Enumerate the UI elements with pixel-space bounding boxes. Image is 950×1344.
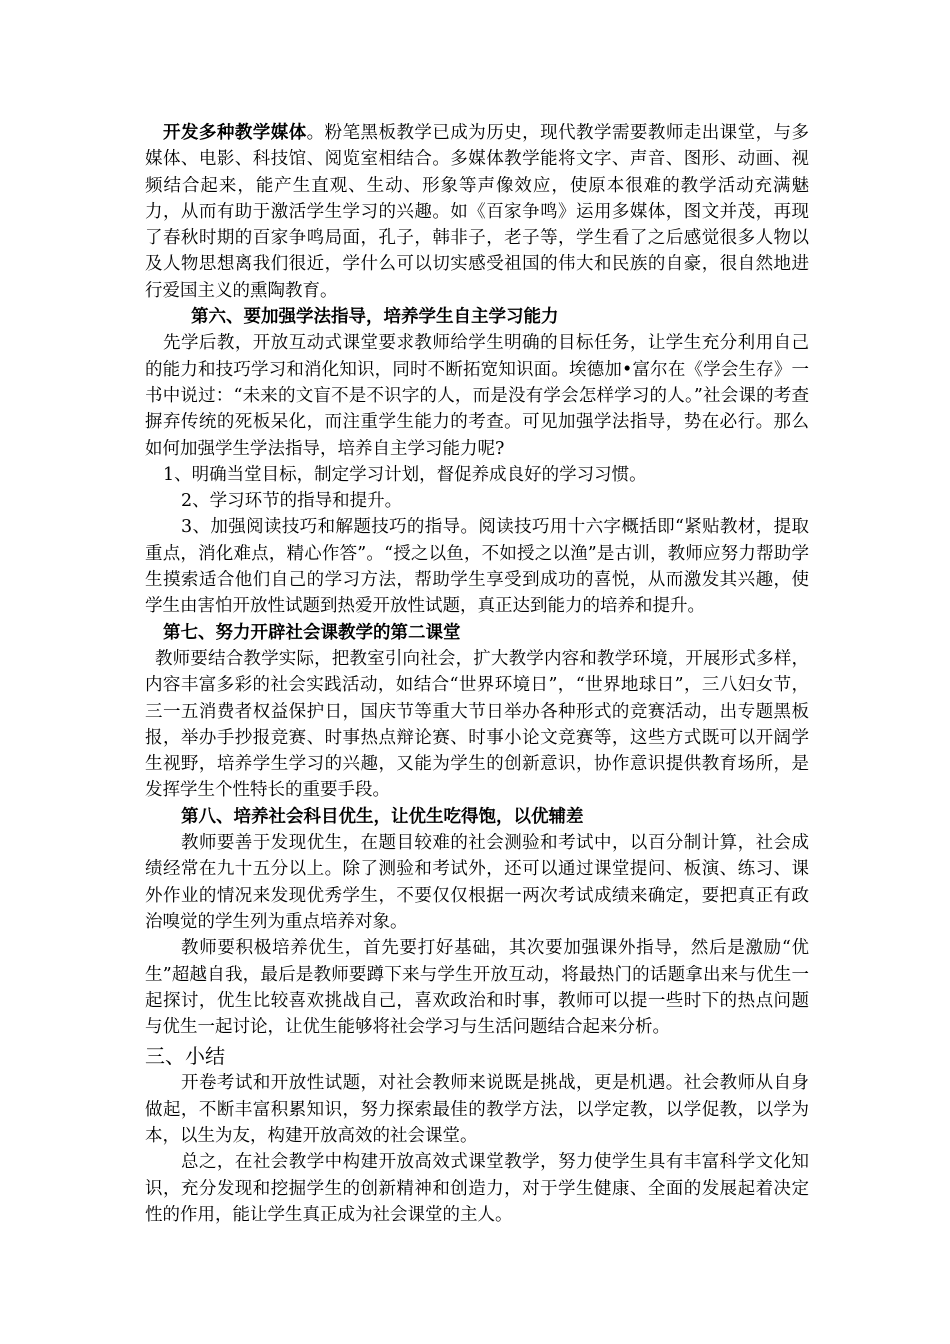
list-item-2: 2、学习环节的指导和提升。: [181, 491, 403, 512]
paragraph-section-7: 教师要结合教学实际，把教室引向社会，扩大教学内容和教学环境，开展形式多样，内容丰富多彩的社会实践活动，如结合“世界环境日”，“世界地球日”，三八妇女节，三一五消费者权益保护日，国庆节等重大节日举办各种形式的竞赛活动，出专题黑板报，举办手抄报竞赛、时事热点辩论赛、时事小论文竞赛等，这些方式既可以开阔学生视野，培养学生学习的兴趣，又能为学生的创新意识，协作意识提供教育场所，是发挥学生个性特长的重要手段。: [145, 648, 809, 801]
list-item-3: 3、加强阅读技巧和解题技巧的指导。阅读技巧用十六字概括即“紧贴教材，提取重点，消化难点，精心作答”。“授之以鱼，不如授之以渔”是古训，教师应努力帮助学生摸索适合他们自己的学习方法，帮助学生享受到成功的喜悦，从而激发其兴趣，使学生由害怕开放性试题到热爱开放性试题，真正达到能力的培养和提升。: [145, 517, 809, 617]
paragraph-lead: 开发多种教学媒体: [163, 123, 307, 143]
paragraph-section-6: 先学后教，开放互动式课堂要求教师给学生明确的目标任务，让学生充分利用自己的能力和技巧学习和消化知识，同时不断拓宽知识面。埃德加•富尔在《学会生存》一书中说过：“未来的文盲不是不识字的人，而是没有学会怎样学习的人。”社会课的考查摒弃传统的死板呆化，而注重学生能力的考查。可见加强学法指导，势在必行。那么如何加强学生学法指导，培养自主学习能力呢?: [145, 333, 809, 459]
section-heading-8: 第八、培养社会科目优生，让优生吃得饱，以优辅差: [181, 806, 584, 827]
list-item-1: 1、明确当堂目标，制定学习计划，督促养成良好的学习习惯。: [163, 464, 647, 485]
paragraph-media: [145, 120, 809, 304]
paragraph-section-8a: 教师要善于发现优生，在题目较难的社会测验和考试中，以百分制计算，社会成绩经常在九十五分以上。除了测验和考试外，还可以通过课堂提问、板演、练习、课外作业的情况来发现优秀学生，不要仅仅根据一两次考试成绩来确定，要把真正有政治嗅觉的学生列为重点培养对象。: [145, 833, 809, 932]
summary-paragraph-2: 总之，在社会教学中构建开放高效式课堂教学，努力使学生具有丰富科学文化知识，充分发现和挖掘学生的创新精神和创造力，对于学生健康、全面的发展起着决定性的作用，能让学生真正成为社会课堂的主人。: [145, 1152, 809, 1225]
summary-paragraph-1: 开卷考试和开放性试题，对社会教师来说既是挑战，更是机遇。社会教师从自身做起，不断丰富积累知识，努力探索最佳的教学方法，以学定教，以学促教，以学为本，以生为友，构建开放高效的社会课堂。: [145, 1073, 809, 1146]
summary-heading: 三、小结: [145, 1044, 225, 1069]
document-page: [145, 120, 809, 1228]
section-heading-7: 第七、努力开辟社会课教学的第二课堂: [163, 622, 461, 643]
paragraph-section-8b: 教师要积极培养优生，首先要打好基础，其次要加强课外指导，然后是激励“优生”超越自我，最后是教师要蹲下来与学生开放互动，将最热门的话题拿出来与优生一起探讨，优生比较喜欢挑战自己，喜欢政治和时事，教师可以提一些时下的热点问题与优生一起讨论，让优生能够将社会学习与生活问题结合起来分析。: [145, 938, 809, 1038]
section-heading-6: 第六、要加强学法指导，培养学生自主学习能力: [191, 307, 559, 328]
paragraph-text: 。粉笔黑板教学已成为历史，现代教学需要教师走出课堂，与多媒体、电影、科技馆、阅览室相结合。多媒体教学能将文字、声音、图形、动画、视频结合起来，能产生直观、生动、形象等声像效应，使原本很难的教学活动充满魅力，从而有助于激活学生学习的兴趣。如《百家争鸣》运用多媒体，图文并茂，再现了春秋时期的百家争鸣局面，孔子，韩非子，老子等，学生看了之后感觉很多人物以及人物思想离我们很近，学什么可以切实感受祖国的伟大和民族的自豪，很自然地进行爱国主义的熏陶教育。: [145, 123, 810, 301]
